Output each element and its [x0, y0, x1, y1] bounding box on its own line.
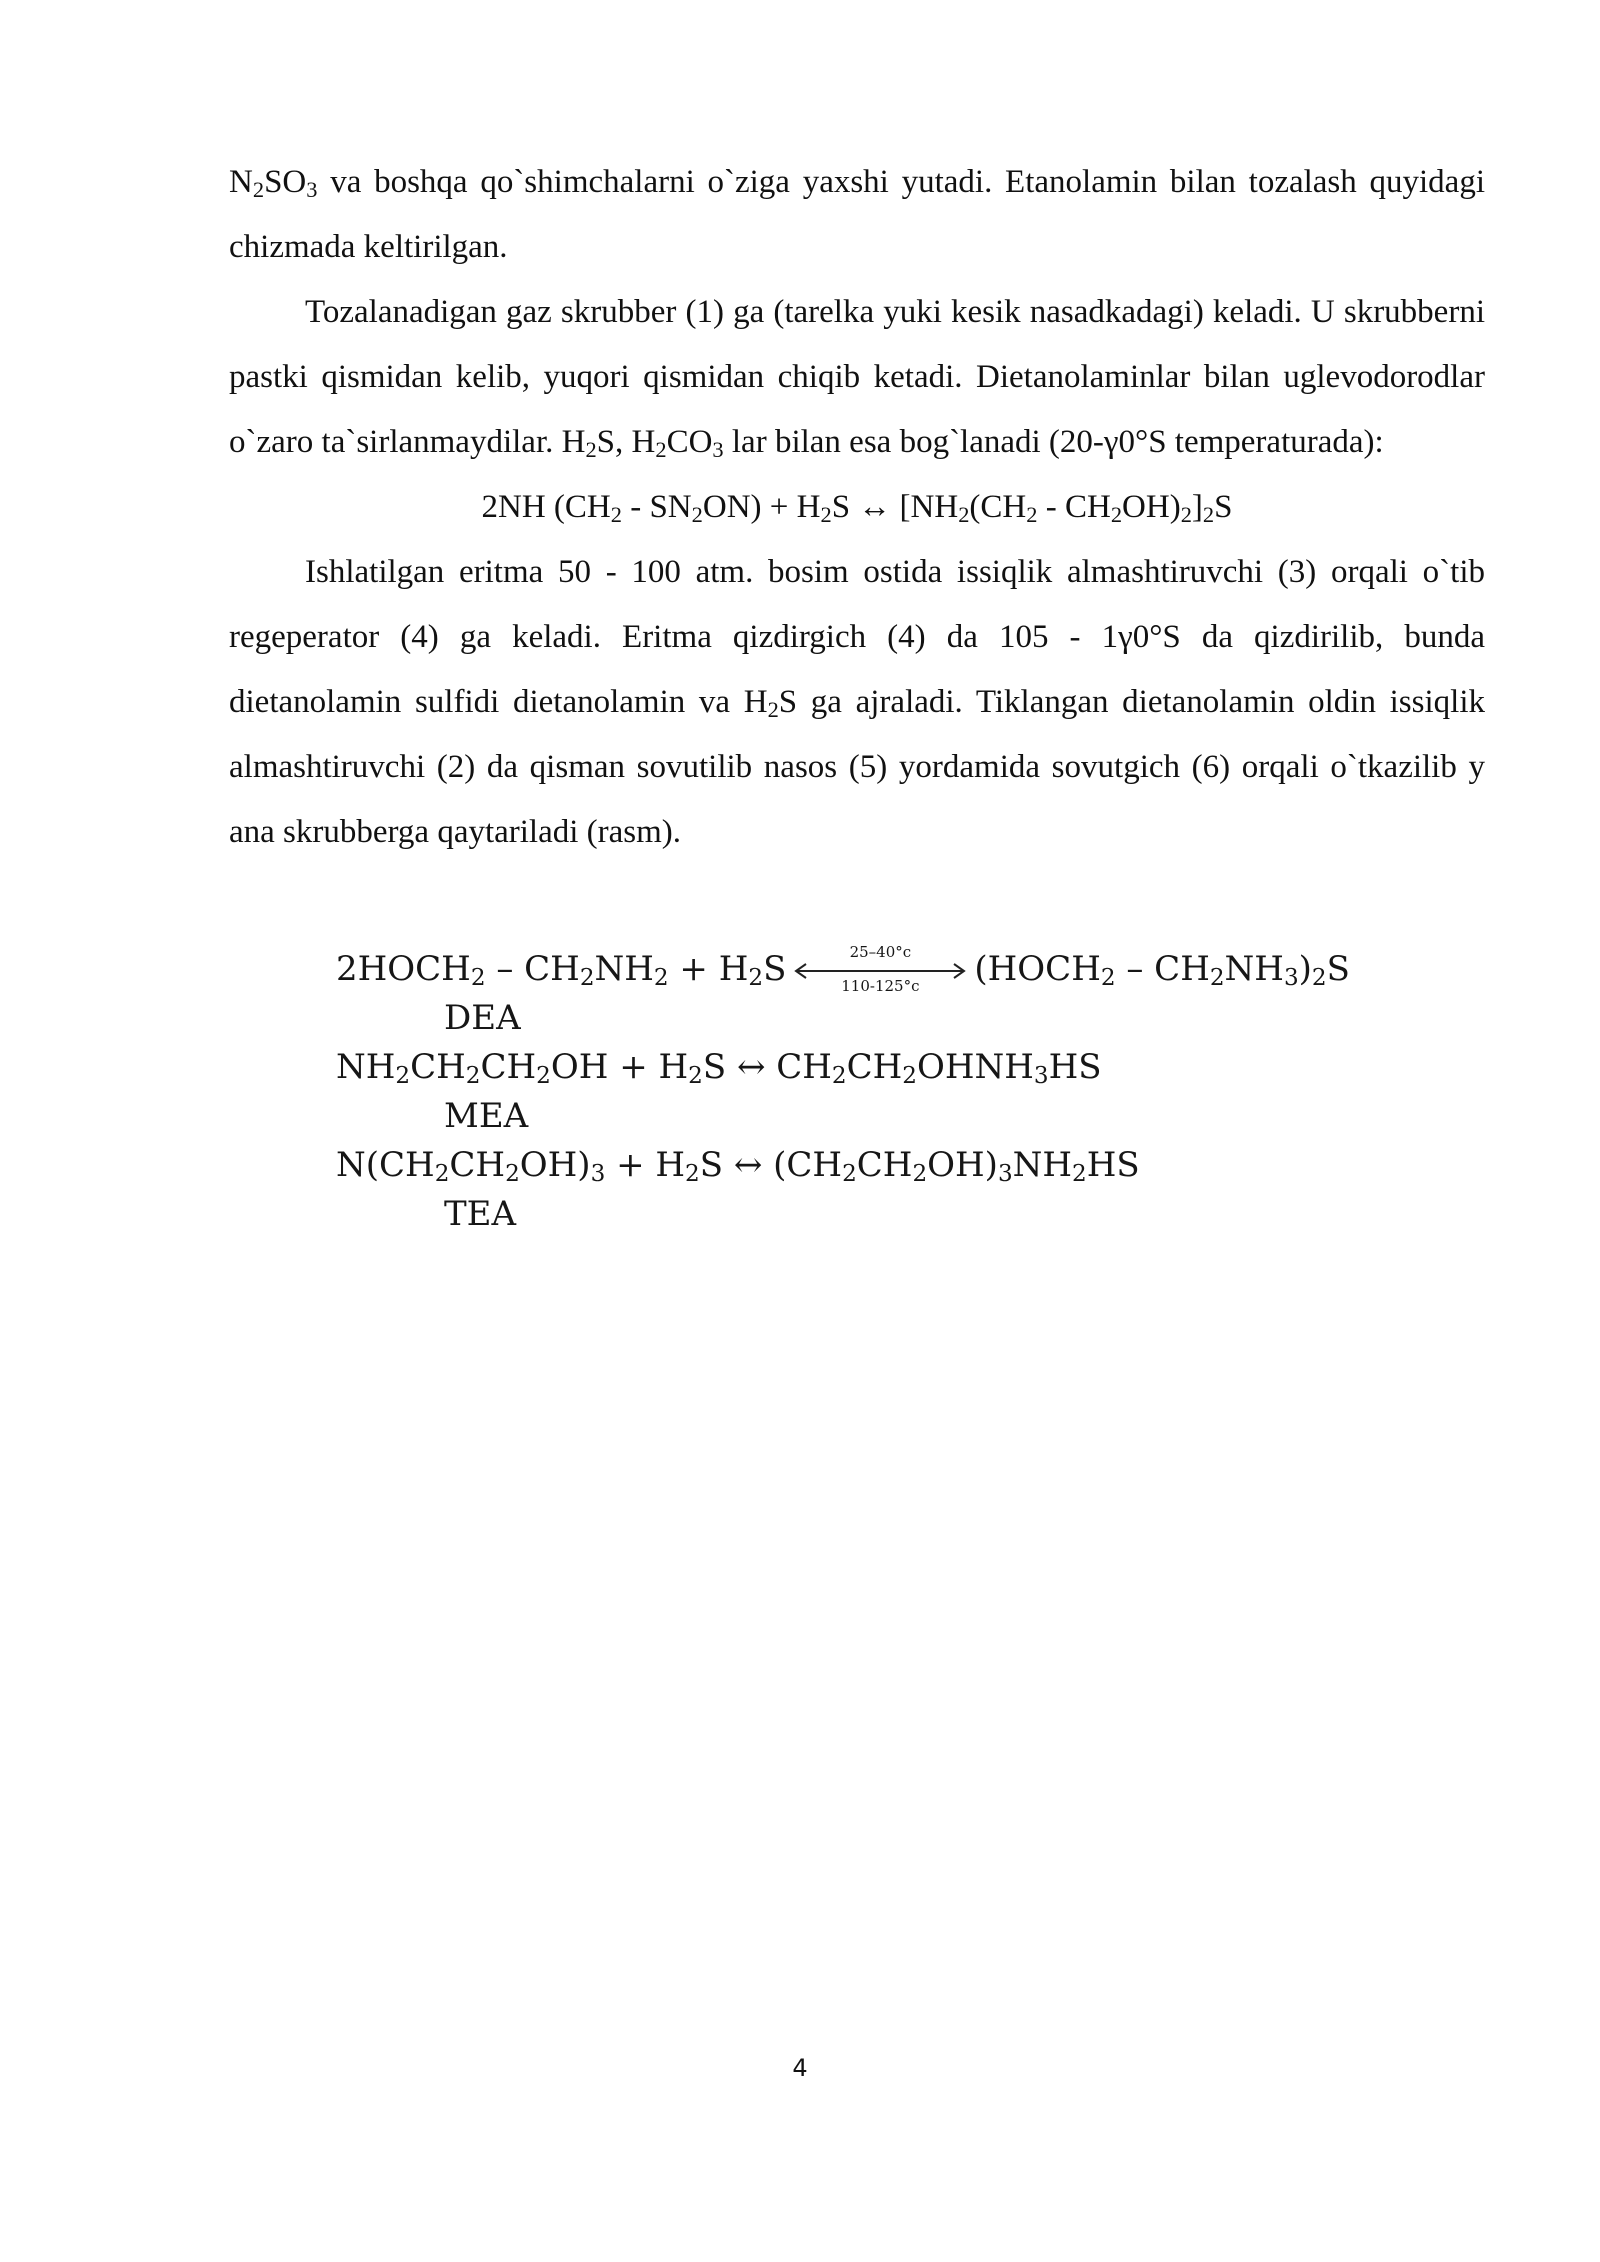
text-run: OH) [927, 1145, 998, 1185]
subscript: 2 [767, 696, 779, 722]
subscript: 2 [831, 1063, 847, 1090]
label-dea: DEA [444, 998, 521, 1038]
subscript: 3 [712, 436, 724, 462]
subscript: 2 [1110, 501, 1123, 527]
text-run: va boshqa qo`shimchalarni o`ziga yaxshi yutadi. Etanolamin bilan tozalash quyidagi chizmada keltirilgan. [229, 164, 1485, 265]
subscript: 2 [1311, 965, 1327, 992]
text-run: CH [846, 1047, 903, 1087]
text-run: – CH [1115, 949, 1210, 989]
text-run: SO [264, 164, 307, 200]
subscript: 2 [748, 965, 764, 992]
page-number: 4 [792, 2054, 808, 2082]
text-run: CH [410, 1047, 466, 1087]
subscript: 2 [1100, 965, 1116, 992]
subscript: 2 [585, 436, 597, 462]
text-run: 2HOCH [336, 949, 471, 989]
reaction-equation [229, 475, 1485, 540]
text-run: + H [605, 1145, 686, 1185]
text-run: CH [480, 1047, 537, 1087]
subscript: 3 [306, 176, 318, 202]
subscript: 3 [1033, 1063, 1049, 1090]
text-run: N [229, 164, 253, 200]
label-mea: MEA [444, 1096, 529, 1136]
text-run: NH [594, 949, 654, 989]
text-run: OH + H [550, 1047, 689, 1087]
subscript: 2 [688, 1063, 703, 1090]
subscript: 2 [1202, 501, 1215, 527]
text-run: OH) [1122, 489, 1181, 525]
text-run: (HOCH [974, 949, 1101, 989]
subscript: 2 [579, 965, 595, 992]
subscript: 2 [536, 1063, 551, 1090]
text-run: ) [1298, 949, 1312, 989]
text-run: S [1214, 489, 1233, 525]
subscript: 3 [1283, 965, 1299, 992]
text-run: NH [1224, 949, 1284, 989]
paragraph-1 [229, 150, 1485, 280]
subscript: 2 [610, 501, 622, 527]
body-text [229, 150, 1485, 865]
reversible-arrow [790, 943, 970, 995]
text-run: NH [336, 1047, 396, 1087]
subscript: 2 [1180, 501, 1192, 527]
subscript: 2 [655, 436, 667, 462]
paragraph-3 [229, 540, 1485, 865]
subscript: 3 [590, 1161, 606, 1188]
subscript: 2 [252, 176, 265, 202]
text-run: OH) [519, 1145, 591, 1185]
text-run: lar bilan esa bog`lanadi (20-γ0°S temperaturada): [723, 424, 1384, 460]
text-run: 2NH (CH [481, 489, 611, 525]
subscript: 2 [902, 1063, 917, 1090]
subscript: 2 [505, 1161, 520, 1188]
subscript: 2 [470, 965, 486, 992]
arrow-condition-reverse: 110-125°c [841, 977, 920, 995]
subscript: 2 [842, 1161, 857, 1188]
reactions-figure [336, 945, 1396, 1239]
label-tea: TEA [444, 1194, 517, 1234]
subscript: 2 [1072, 1161, 1087, 1188]
reaction-mea [336, 1043, 1396, 1092]
subscript: 2 [820, 501, 832, 527]
text-run: NH [1012, 1145, 1073, 1185]
text-run: Tozalanadigan gaz skrubber (1) ga (tarelka yuki kesik nasadkadagi) keladi. U skrubberni pastki qismidan kelib, yuqori qismidan chiqib ketadi. Dietanolaminlar bilan uglevodorodlar o`zaro ta`sirlanmaydilar. H [229, 294, 1485, 460]
subscript: 2 [395, 1063, 411, 1090]
text-run: OHNH [916, 1047, 1034, 1087]
text-run: CH [449, 1145, 506, 1185]
subscript: 2 [691, 501, 703, 527]
text-run: S [1326, 949, 1350, 989]
text-run: S ↔ [NH [831, 489, 959, 525]
text-run: CH [856, 1145, 913, 1185]
text-run: + H [668, 949, 749, 989]
text-run: HS [1048, 1047, 1102, 1087]
subscript: 2 [434, 1161, 450, 1188]
text-run: – CH [485, 949, 580, 989]
subscript: 2 [912, 1161, 928, 1188]
subscript: 2 [653, 965, 669, 992]
subscript: 2 [1209, 965, 1225, 992]
subscript: 2 [1026, 501, 1038, 527]
text-run: S, H [596, 424, 656, 460]
reaction-tea [336, 1141, 1396, 1190]
paragraph-2 [229, 280, 1485, 475]
text-run: Ishlatilgan eritma 50 - 100 atm. bosim ostida issiqlik almashtiruvchi (3) orqali o`tib regeperator (4) ga keladi. Eritma qizdirgich (4) da 105 - 1γ0°S da qizdirilib, bunda dietanolamin sulfidi dietanolamin va H [229, 554, 1485, 720]
text-run: CO [666, 424, 713, 460]
text-run: HS [1086, 1145, 1140, 1185]
text-run: N(CH [336, 1145, 435, 1185]
arrow-condition-forward: 25–40°c [849, 943, 912, 961]
subscript: 2 [685, 1161, 700, 1188]
subscript: 2 [958, 501, 970, 527]
subscript: 3 [997, 1161, 1013, 1188]
reaction-dea [336, 945, 1396, 994]
subscript: 2 [465, 1063, 481, 1090]
text-run: ON) + H [702, 489, 821, 525]
text-run: S ↔ (CH [699, 1145, 843, 1185]
text-run: ] [1191, 489, 1203, 525]
text-run: S [763, 949, 787, 989]
text-run: - SN [621, 489, 692, 525]
text-run: S ↔ CH [702, 1047, 832, 1087]
text-run: - CH [1037, 489, 1111, 525]
text-run: S ga ajraladi. Tiklangan dietanolamin oldin issiqlik almashtiruvchi (2) da qisman sovutilib nasos (5) yordamida sovutgich (6) orqali o`tkazilib y ana skrubberga qaytariladi (rasm). [229, 684, 1485, 850]
text-run: (CH [969, 489, 1027, 525]
